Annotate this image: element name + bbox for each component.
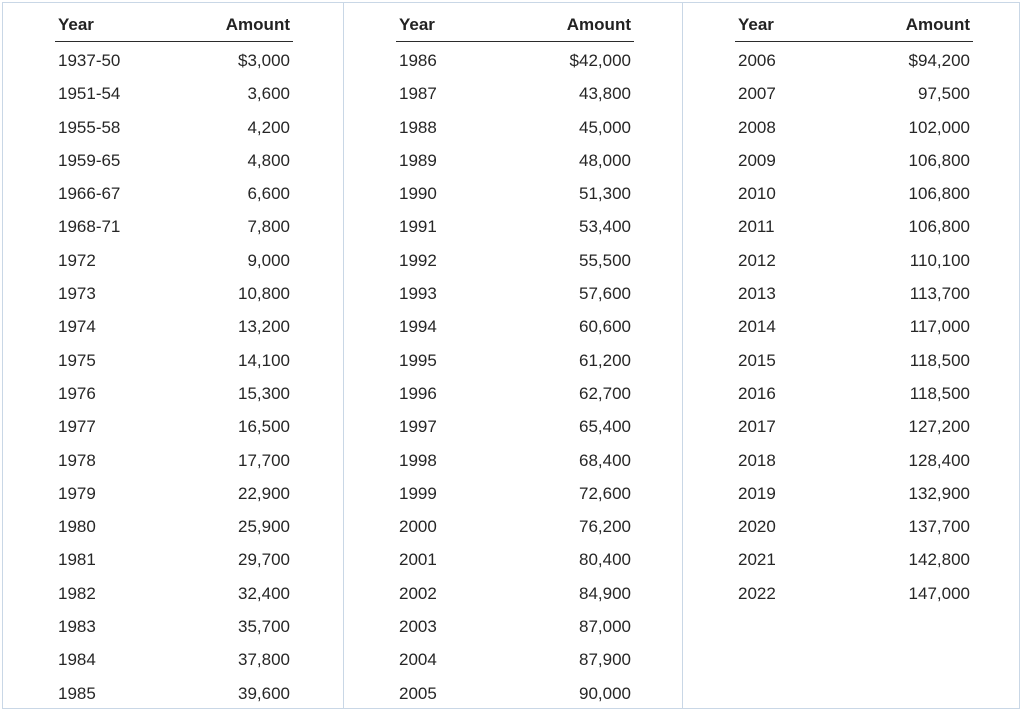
table-row bbox=[396, 442, 634, 475]
table-row bbox=[735, 242, 973, 275]
amount-cell: 127,200 bbox=[908, 417, 970, 437]
year-cell: 1937-50 bbox=[58, 51, 121, 70]
year-cell: 1995 bbox=[399, 350, 437, 370]
year-cell: 1979 bbox=[58, 483, 96, 503]
year-cell: 1994 bbox=[399, 317, 437, 337]
year-cell: 2013 bbox=[738, 284, 776, 304]
table-panel-2 bbox=[343, 3, 682, 708]
amount-cell: 87,900 bbox=[579, 650, 631, 670]
table-row bbox=[55, 641, 293, 674]
amount-cell: 102,000 bbox=[908, 117, 970, 137]
table-row bbox=[55, 242, 293, 275]
amount-cell: 37,800 bbox=[238, 650, 290, 670]
table-row bbox=[55, 575, 293, 608]
year-cell: 1974 bbox=[58, 317, 96, 337]
year-header: Year bbox=[58, 15, 94, 34]
year-cell: 2003 bbox=[399, 617, 437, 637]
amount-cell: 65,400 bbox=[579, 417, 631, 437]
table-row bbox=[396, 275, 634, 308]
amount-cell: 90,000 bbox=[579, 683, 631, 703]
table-row bbox=[396, 175, 634, 208]
year-cell: 2009 bbox=[738, 150, 776, 170]
year-cell: 1968-71 bbox=[58, 217, 121, 237]
table-row bbox=[55, 42, 293, 75]
year-header: Year bbox=[399, 15, 435, 34]
amount-cell: 113,700 bbox=[909, 284, 970, 304]
year-cell: 1980 bbox=[58, 517, 96, 537]
amount-cell: 14,100 bbox=[238, 350, 290, 370]
amount-cell: 80,400 bbox=[579, 550, 631, 570]
table-row bbox=[735, 342, 973, 375]
amount-cell: 62,700 bbox=[579, 383, 631, 403]
year-cell: 2021 bbox=[738, 550, 776, 570]
amount-cell: 43,800 bbox=[579, 84, 631, 104]
year-cell: 2007 bbox=[738, 84, 776, 104]
table-row bbox=[55, 109, 293, 142]
year-cell: 1983 bbox=[58, 617, 96, 637]
table-3 bbox=[735, 3, 973, 608]
table-row bbox=[735, 375, 973, 408]
amount-cell: 32,400 bbox=[238, 583, 290, 603]
amount-cell: 110,100 bbox=[909, 250, 970, 270]
table-1 bbox=[55, 3, 293, 708]
table-row bbox=[396, 42, 634, 75]
table-row bbox=[735, 42, 973, 75]
table-row bbox=[735, 308, 973, 341]
table-row bbox=[55, 308, 293, 341]
year-cell: 1993 bbox=[399, 284, 437, 304]
amount-cell: 13,200 bbox=[238, 317, 290, 337]
amount-cell: 16,500 bbox=[238, 417, 290, 437]
amount-cell: 72,600 bbox=[579, 483, 631, 503]
amount-cell: 6,600 bbox=[247, 184, 290, 204]
amount-cell: $94,200 bbox=[908, 51, 970, 70]
table-body bbox=[735, 42, 973, 608]
year-cell: 1999 bbox=[399, 483, 437, 503]
amount-cell: 4,800 bbox=[247, 150, 290, 170]
amount-cell: 68,400 bbox=[579, 450, 631, 470]
year-cell: 1977 bbox=[58, 417, 96, 437]
amount-cell: 118,500 bbox=[909, 383, 970, 403]
table-row bbox=[396, 342, 634, 375]
table-row bbox=[396, 308, 634, 341]
year-cell: 1998 bbox=[399, 450, 437, 470]
table-row bbox=[396, 242, 634, 275]
amount-cell: 84,900 bbox=[579, 583, 631, 603]
year-cell: 2000 bbox=[399, 517, 437, 537]
year-cell: 2010 bbox=[738, 184, 776, 204]
amount-cell: 22,900 bbox=[238, 483, 290, 503]
year-cell: 1992 bbox=[399, 250, 437, 270]
table-row bbox=[396, 142, 634, 175]
table-row bbox=[396, 75, 634, 108]
table-row bbox=[396, 375, 634, 408]
amount-cell: 97,500 bbox=[918, 84, 970, 104]
year-cell: 2019 bbox=[738, 483, 776, 503]
amount-cell: 61,200 bbox=[579, 350, 631, 370]
amount-cell: 53,400 bbox=[579, 217, 631, 237]
table-row bbox=[735, 541, 973, 574]
table-row bbox=[396, 575, 634, 608]
amount-cell: 3,600 bbox=[247, 84, 290, 104]
amount-header: Amount bbox=[566, 15, 631, 34]
amount-cell: 10,800 bbox=[238, 284, 290, 304]
amount-cell: 45,000 bbox=[579, 117, 631, 137]
year-cell: 2022 bbox=[738, 583, 776, 603]
table-row bbox=[55, 475, 293, 508]
amount-cell: $3,000 bbox=[238, 51, 290, 70]
year-cell: 1982 bbox=[58, 583, 96, 603]
table-row bbox=[55, 142, 293, 175]
table-row bbox=[55, 208, 293, 241]
table-row bbox=[55, 541, 293, 574]
year-cell: 2006 bbox=[738, 51, 776, 70]
amount-header: Amount bbox=[905, 15, 970, 34]
table-row bbox=[55, 75, 293, 108]
table-row bbox=[735, 475, 973, 508]
year-cell: 1988 bbox=[399, 117, 437, 137]
year-cell: 1981 bbox=[58, 550, 96, 570]
year-cell: 1973 bbox=[58, 284, 96, 304]
table-row bbox=[735, 575, 973, 608]
amount-header: Amount bbox=[225, 15, 290, 34]
table-row bbox=[55, 375, 293, 408]
amount-cell: 76,200 bbox=[579, 517, 631, 537]
amount-cell: $42,000 bbox=[569, 51, 631, 70]
amount-cell: 57,600 bbox=[579, 284, 631, 304]
amount-cell: 106,800 bbox=[908, 217, 970, 237]
table-panel-1 bbox=[3, 3, 343, 708]
table-panel-3 bbox=[682, 3, 1018, 708]
table-row bbox=[735, 408, 973, 441]
amount-cell: 87,000 bbox=[579, 617, 631, 637]
table-row bbox=[396, 508, 634, 541]
amount-cell: 128,400 bbox=[908, 450, 970, 470]
amount-cell: 117,000 bbox=[909, 317, 970, 337]
amount-cell: 48,000 bbox=[579, 150, 631, 170]
year-cell: 2018 bbox=[738, 450, 776, 470]
table-row bbox=[55, 342, 293, 375]
year-cell: 1990 bbox=[399, 184, 437, 204]
year-cell: 1985 bbox=[58, 683, 96, 703]
year-cell: 1991 bbox=[399, 217, 437, 237]
amount-cell: 7,800 bbox=[247, 217, 290, 237]
table-row bbox=[735, 75, 973, 108]
year-cell: 1959-65 bbox=[58, 150, 121, 170]
year-cell: 1951-54 bbox=[58, 84, 121, 104]
table-row bbox=[396, 641, 634, 674]
year-cell: 2005 bbox=[399, 683, 437, 703]
table-header bbox=[735, 3, 973, 42]
amount-cell: 51,300 bbox=[579, 184, 631, 204]
table-row bbox=[55, 675, 293, 708]
year-cell: 1978 bbox=[58, 450, 96, 470]
year-cell: 1996 bbox=[399, 383, 437, 403]
amount-cell: 15,300 bbox=[238, 383, 290, 403]
amount-cell: 106,800 bbox=[908, 184, 970, 204]
amount-cell: 17,700 bbox=[238, 450, 290, 470]
table-header bbox=[55, 3, 293, 42]
year-cell: 2002 bbox=[399, 583, 437, 603]
table-row bbox=[396, 541, 634, 574]
year-cell: 2011 bbox=[738, 217, 775, 237]
table-row bbox=[735, 508, 973, 541]
table-row bbox=[55, 508, 293, 541]
year-cell: 2014 bbox=[738, 317, 776, 337]
amount-cell: 39,600 bbox=[238, 683, 290, 703]
amount-cell: 35,700 bbox=[238, 617, 290, 637]
table-row bbox=[396, 675, 634, 708]
amount-cell: 60,600 bbox=[579, 317, 631, 337]
year-cell: 1972 bbox=[58, 250, 96, 270]
amount-cell: 137,700 bbox=[908, 517, 970, 537]
table-row bbox=[735, 175, 973, 208]
table-row bbox=[55, 408, 293, 441]
table-row bbox=[396, 208, 634, 241]
year-cell: 1975 bbox=[58, 350, 96, 370]
table-row bbox=[396, 109, 634, 142]
table-row bbox=[396, 475, 634, 508]
year-cell: 2016 bbox=[738, 383, 776, 403]
year-cell: 2015 bbox=[738, 350, 776, 370]
table-body bbox=[55, 42, 293, 708]
year-cell: 2020 bbox=[738, 517, 776, 537]
year-cell: 1966-67 bbox=[58, 184, 121, 204]
year-cell: 2017 bbox=[738, 417, 776, 437]
year-cell: 1986 bbox=[399, 51, 437, 70]
year-cell: 2001 bbox=[399, 550, 437, 570]
amount-cell: 147,000 bbox=[908, 583, 970, 603]
year-cell: 1997 bbox=[399, 417, 437, 437]
table-row bbox=[55, 442, 293, 475]
table-row bbox=[396, 608, 634, 641]
table-row bbox=[55, 175, 293, 208]
amount-cell: 106,800 bbox=[908, 150, 970, 170]
amount-cell: 118,500 bbox=[909, 350, 970, 370]
table-header bbox=[396, 3, 634, 42]
table-2 bbox=[396, 3, 634, 708]
year-header: Year bbox=[738, 15, 774, 34]
table-body bbox=[396, 42, 634, 708]
table-row bbox=[55, 608, 293, 641]
table-row bbox=[735, 208, 973, 241]
year-cell: 1984 bbox=[58, 650, 96, 670]
amount-cell: 25,900 bbox=[238, 517, 290, 537]
year-cell: 2004 bbox=[399, 650, 437, 670]
amount-cell: 29,700 bbox=[238, 550, 290, 570]
year-cell: 1976 bbox=[58, 383, 96, 403]
table-row bbox=[55, 275, 293, 308]
amount-cell: 55,500 bbox=[579, 250, 631, 270]
table-row bbox=[735, 142, 973, 175]
amount-cell: 4,200 bbox=[247, 117, 290, 137]
year-cell: 2008 bbox=[738, 117, 776, 137]
amount-cell: 142,800 bbox=[908, 550, 970, 570]
year-cell: 1955-58 bbox=[58, 117, 121, 137]
amount-cell: 9,000 bbox=[247, 250, 290, 270]
amount-cell: 132,900 bbox=[908, 483, 970, 503]
year-cell: 1987 bbox=[399, 84, 437, 104]
table-row bbox=[735, 442, 973, 475]
year-cell: 1989 bbox=[399, 150, 437, 170]
table-row bbox=[735, 275, 973, 308]
table-row bbox=[396, 408, 634, 441]
year-cell: 2012 bbox=[738, 250, 776, 270]
table-row bbox=[735, 109, 973, 142]
table-frame bbox=[2, 2, 1020, 709]
